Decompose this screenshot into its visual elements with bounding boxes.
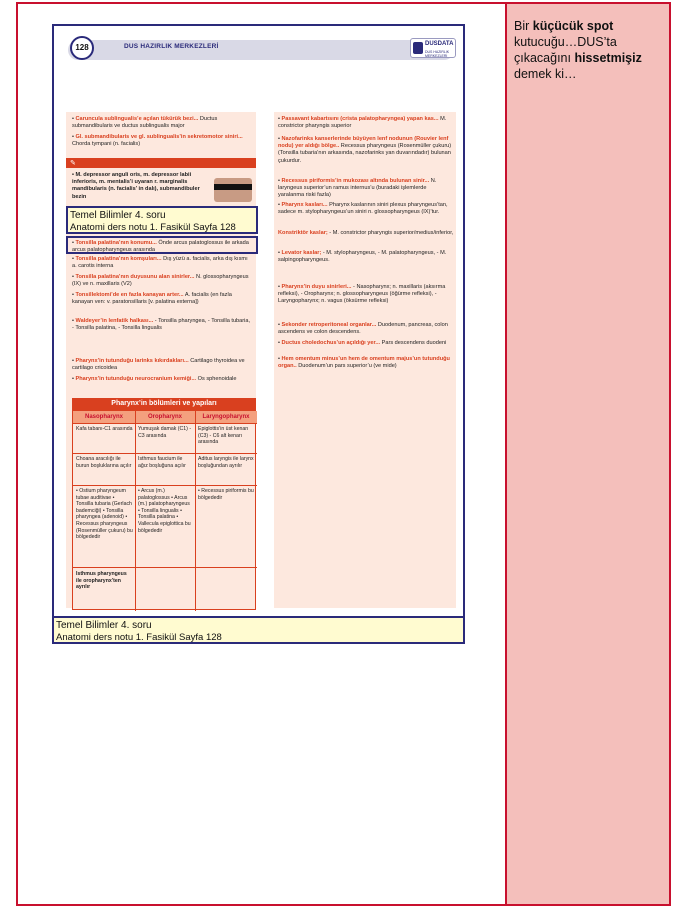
table-cell-r3c2: • Recessus piriformis bu bölgededir — [198, 488, 254, 501]
left-item-9: • Pharynx’in tutunduğu neurocranium kemiği... Os sphenoidale — [72, 376, 237, 382]
right-item-8: • Ductus choledochus’un açıldığı yer... Pars descendens duodeni — [278, 340, 447, 346]
left-item-2: • M. depressor anguli oris, m. depressor labii inferioris, m. mentalis’i uyaran r. marginalis mandibularis (n. facialis’ in dalı), submandibuler bezin — [72, 172, 200, 200]
left-item-8: • Pharynx’in tutunduğu larinks kıkırdakları... Cartilago thyroidea ve cartilago cricoidea — [72, 358, 245, 372]
pencil-icon: ✎ — [70, 160, 76, 167]
highlight-callout-top — [66, 206, 258, 234]
left-item-5: • Tonsilla palatina’nın duyusunu alan sinirler... N. glossopharyngeus (IX) ve n. maxillaris (V2) — [72, 274, 249, 288]
right-item-5: • Levator kaslar; - M. stylopharyngeus, - M. palatopharyngeus, - M. salpingopharyngeus. — [278, 250, 447, 264]
callout-title: Temel Bilimler 4. soru — [70, 210, 166, 221]
table-title: Pharynx’in bölümleri ve yapıları — [72, 398, 256, 410]
table-cell-r4c0: Isthmus pharyngeus ile oropharynx’ten ayrılır — [76, 571, 127, 591]
logo-icon — [413, 42, 423, 54]
table-cell-r3c0: • Ostium pharyngeum tubae auditivae • Tonsilla tubaria (Gerlach bademciği) • Tonsilla pharyngea (adenoid) • Recessus pharyngeus (Rosenmüller çukuru) bu bölgededir — [76, 488, 133, 541]
right-item-7: • Sekonder retroperitoneal organlar... Duodenum, pancreas, colon ascendens ve colon descendens. — [278, 322, 448, 336]
left-item-1: • Gl. submandibularis ve gl. sublingualis’in sekretomotor siniri... Chorda tympani (n. facialis) — [72, 134, 243, 148]
right-item-1: • Nazofarinks kanserlerinde büyüyen lenf nodunun (Rouvier lenf nodu) yer aldığı bölge.. Recessus pharyngeus (Rosenmüller çukuru) (Tonsilla tubaria’nın arkasında, nazofarinks yan duvarındadır) bulunan çukurdur. — [278, 136, 452, 164]
table-cell-r2c1: Isthmus faucium ile ağız boşluğuna açılır — [138, 456, 186, 469]
right-item-6: • Pharynx’in duyu sinirleri... - Nasopharynx; n. maxillaris (aksırma refleksi), - Oropharynx; n. glossopharyngeus (öğürme refleksi), - Laryngopharynx; n. vagus (öksürme refleksi) — [278, 284, 446, 305]
side-note-bold-1: küçücük spot — [532, 19, 614, 33]
table-cell-r2c2: Aditus laryngis ile larynx boşluğundan ayrılır — [198, 456, 254, 469]
left-item-6: • Tonsillektomi’de en fazla kanayan arter... A. facialis (en fazla kanayan ven: v. paratonsillaris [v. palatina externa]) — [72, 292, 232, 306]
textbook-page — [52, 24, 465, 644]
table-cell-r1c2: Epiglottis’in üst kenarı (C3) - C6 alt kenarı arasında — [198, 426, 249, 446]
red-section-bar — [66, 158, 256, 168]
pharynx-table — [72, 410, 256, 610]
face-photo — [214, 178, 252, 202]
logo: DUSDATA DUS HAZIRLIK MERKEZLERİ — [410, 38, 456, 58]
callout-subtitle-bottom: Anatomi ders notu 1. Fasikül Sayfa 128 — [56, 632, 222, 643]
side-panel — [505, 2, 671, 906]
left-item-7: • Waldeyer’in lenfatik halkası... - Tonsilla pharyngea, - Tonsilla tubaria, - Tonsilla palatina, - Tonsilla lingualis — [72, 318, 251, 332]
callout-subtitle: Anatomi ders notu 1. Fasikül Sayfa 128 — [70, 222, 236, 233]
table-header-2: Laryngopharynx — [195, 411, 257, 423]
right-item-4: Konstriktör kaslar; - M. constrictor pharyngis superior/medius/inferior, — [278, 230, 454, 236]
side-note-bold-2: hissetmişiz — [574, 51, 642, 65]
callout-title-bottom: Temel Bilimler 4. soru — [56, 620, 152, 631]
right-item-9: • Hem omentum minus’un hem de omentum majus’un tutunduğu organ.. Duodenum’un pars superior’u (ve mide) — [278, 356, 450, 370]
table-cell-r1c1: Yumuşak damak (C1) - C3 arasında — [138, 426, 192, 439]
highlight-callout-bottom — [52, 616, 465, 644]
left-item-3: • Tonsilla palatina’nın konumu... Önde arcus palatoglossus ile arkada arcus palatopharyngeus arasında — [72, 240, 249, 254]
side-note: Bir küçücük spot kutucuğu…DUS’ta çıkacağını hissetmişiz demek ki… — [514, 19, 642, 81]
table-cell-r3c1: • Arcus (m.) palatoglossus • Arcus (m.) palatopharyngeus • Tonsilla lingualis • Tonsilla palatina • Vallecula epiglottica bu bölgededir — [138, 488, 191, 534]
table-cell-r2c0: Choana aracılığı ile burun boşluklarına açılır — [76, 456, 132, 469]
right-item-2: • Recessus piriformis’in mukozası altında bulunan sinir... N. laryngeus superior’un ramus internus’u (buradaki işlemlerde yaralanma riski fazla) — [278, 178, 437, 199]
table-cell-r1c0: Kafa tabanı-C1 arasında — [76, 426, 133, 432]
table-header-1: Oropharynx — [135, 411, 195, 423]
table-header-0: Nasopharynx — [73, 411, 135, 423]
page-number: 128 — [70, 36, 94, 60]
highlight-outline — [66, 236, 258, 254]
right-item-3: • Pharynx kasları... Pharynx kaslarının siniri plexus pharyngeus’tan, sadece m. stylopharyngeus’un siniri n. glossopharyngeus (IX)’tur. — [278, 202, 448, 216]
left-item-0: • Caruncula sublingualis’e açılan tükürük bezi... Ductus submandibularis ve ductus sublingualis major — [72, 116, 218, 130]
left-item-4: • Tonsilla palatina’nın komşuları... Dış yüzü a. facialis, arka dış kısmı a. carotis interna — [72, 256, 248, 270]
face-blackout — [214, 184, 252, 190]
page-brand: DUS HAZIRLIK MERKEZLERİ — [124, 43, 219, 50]
right-item-0: • Passavant kabartısını (crista palatopharyngea) yapan kas... M. constrictor pharyngis superior — [278, 116, 447, 130]
